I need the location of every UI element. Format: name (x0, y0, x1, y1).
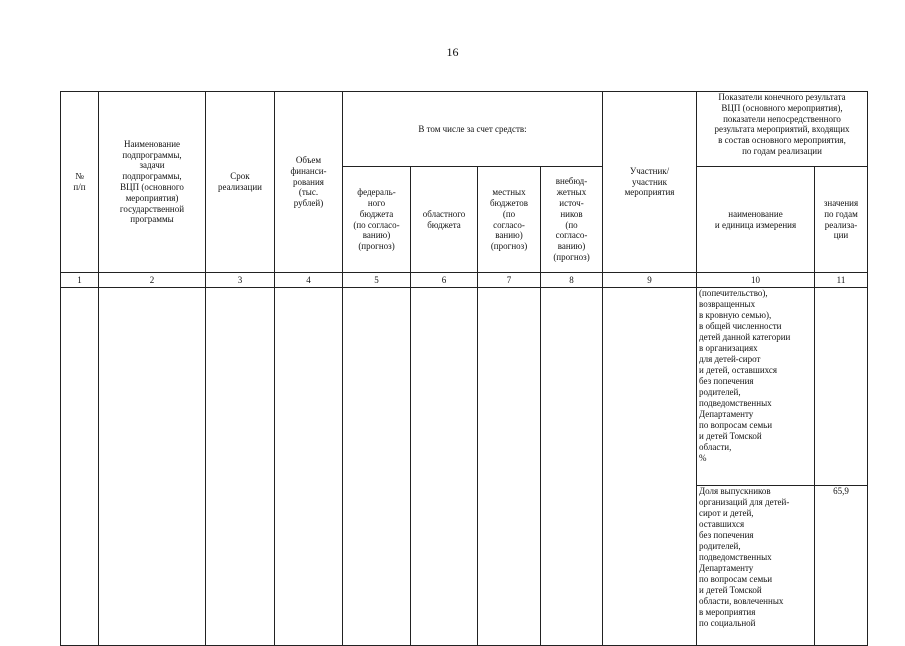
header-col-extrabudgetary: внебюд- жетных источ- ников (по согласо- ванию) (прогноз) (541, 167, 603, 273)
header-indicators-group: Показатели конечного результата ВЦП (основного мероприятия), показатели непосредственного результата мероприятий, входящих в состав основного мероприятия, по годам реализации (697, 92, 868, 167)
column-number: 3 (206, 273, 275, 288)
header-col-funding-volume: Объем финанси- рования (тыс. рублей) (275, 92, 343, 273)
column-number: 8 (541, 273, 603, 288)
cell-extrabudgetary (541, 288, 603, 646)
column-number: 4 (275, 273, 343, 288)
indicator-name-cell: (попечительство), возвращенных в кровную семью), в общей численности детей данной категории в организациях для детей-сирот и детей, оставшихся без попечения родителей, подведомственных Департаменту по вопросам семьи и детей Томской области, % (697, 288, 815, 486)
column-number: 9 (603, 273, 697, 288)
column-number: 5 (343, 273, 411, 288)
header-col-name: Наименование подпрограммы, задачи подпрограммы, ВЦП (основного мероприятия) государственной программы (99, 92, 206, 273)
page-number: 16 (446, 45, 459, 59)
column-number: 2 (99, 273, 206, 288)
indicator-name-cell: Доля выпускников организаций для детей- сирот и детей, оставшихся без попечения родителей, подведомственных Департаменту по вопросам семьи и детей Томской области, вовлеченных в мероприятия по социальной (697, 486, 815, 646)
column-number: 11 (815, 273, 868, 288)
header-col-number: № п/п (61, 92, 99, 273)
indicator-value-cell: 65,9 (815, 486, 868, 646)
cell-local (478, 288, 541, 646)
table-row (61, 288, 868, 486)
column-number: 6 (411, 273, 478, 288)
cell-funding-volume (275, 288, 343, 646)
column-number: 10 (697, 273, 815, 288)
column-number: 7 (478, 273, 541, 288)
header-col-regional: областного бюджета (411, 167, 478, 273)
cell-number (61, 288, 99, 646)
header-col-indicator-name: наименование и единица измерения (697, 167, 815, 273)
header-col-participant: Участник/ участник мероприятия (603, 92, 697, 273)
cell-period (206, 288, 275, 646)
column-number: 1 (61, 273, 99, 288)
cell-name (99, 288, 206, 646)
column-number-row (61, 273, 868, 288)
header-funding-sources-group: В том числе за счет средств: (343, 92, 603, 167)
header-col-indicator-values: значения по годам реализа- ции (815, 167, 868, 273)
cell-regional (411, 288, 478, 646)
header-col-federal: федераль- ного бюджета (по согласо- ванию) (прогноз) (343, 167, 411, 273)
indicator-value-cell (815, 288, 868, 486)
header-col-local: местных бюджетов (по согласо- ванию) (прогноз) (478, 167, 541, 273)
cell-federal (343, 288, 411, 646)
cell-participant (603, 288, 697, 646)
header-row-1 (61, 92, 868, 167)
program-table (60, 91, 868, 646)
header-col-period: Срок реализации (206, 92, 275, 273)
